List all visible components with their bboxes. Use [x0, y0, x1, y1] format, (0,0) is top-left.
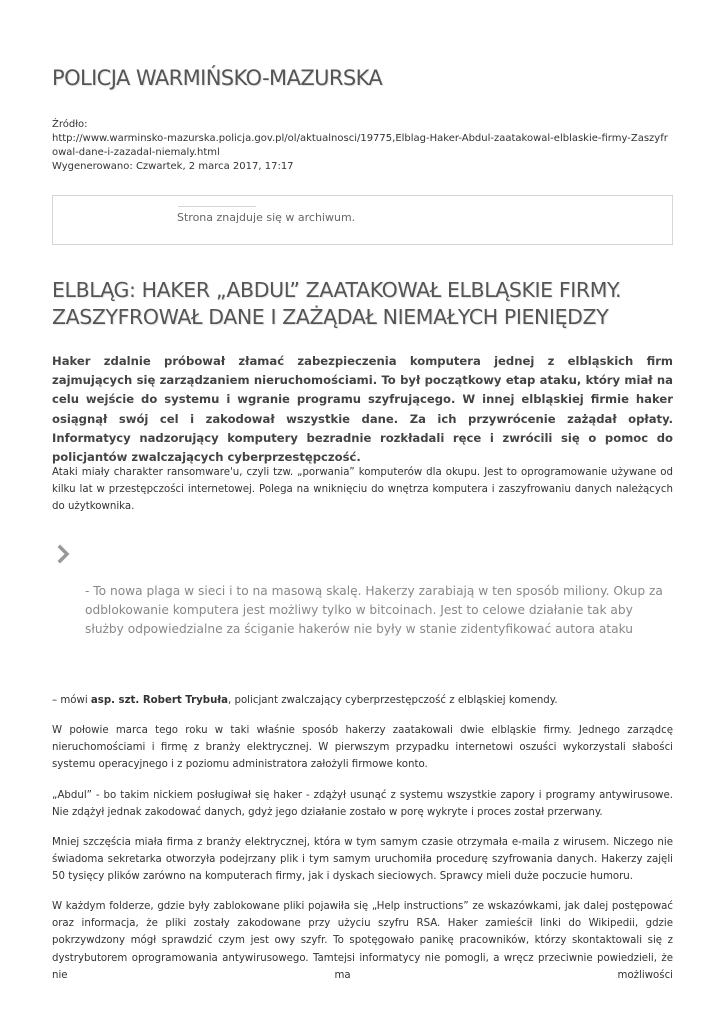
article-lead: Haker zdalnie próbował złamać zabezpieczenia komputera jednej z elbląskich firm zajmujących się zarządzaniem nieruchomościami. To był początkowy etap ataku, który miał na celu wejście do systemu i wgranie programu szyfrującego. W innej elbląskiej firmie haker osiągnął swój cel i zakodował wszystkie dane. Za ich przywrócenie zażądał opłaty. Informatycy nadzorujący komputery bezradnie rozkładali ręce i zwrócili się o pomoc do policjantów zwalczających cyberprzestępczość.	[52, 354, 673, 465]
attribution-prefix: – mówi	[52, 695, 91, 706]
archive-divider	[178, 206, 256, 207]
article-quote: - To nowa plaga w sieci i to na masową skalę. Hakerzy zarabiają w ten sposób miliony. Okup za odblokowanie komputera jest możliwy tylko w bitcoinach. Jest to celowe działanie tak aby służby odpowiedzialne za ściganie hakerów nie były w stanie zidentyfikować autora ataku	[85, 584, 663, 636]
article-paragraph-5: W każdym folderze, gdzie były zablokowane pliki pojawiła się „Help instructions” ze wskazówkami, jak dalej postępować oraz informacja, że pliki zostały zakodowane przy użyciu szyfru RSA. Haker zamieścił linki do Wikipedii, gdzie pokrzywdzony mógł sprawdzić czym jest owy szyfr. To spotęgowało panikę pracowników, którzy skontaktowali się z dystrybutorem oprogramowania antywirusowego. Tamtejsi informatycy nie pomogli, a wręcz przeciwnie powiedzieli, że nie ma możliwości	[52, 901, 673, 981]
site-title: POLICJA WARMIŃSKO-MAZURSKA	[52, 66, 383, 90]
article-paragraph-4: Mniej szczęścia miała firma z branży elektrycznej, która w tym samym czasie otrzymała e-maila z wirusem. Niczego nie świadoma sekretarka otworzyła podejrzany plik i tym samym uruchomiła procedurę szyfrowania danych. Hakerzy zajęli 50 tysięcy plików zarówno na komputerach firmy, jak i dyskach sieciowych. Sprawcy mieli duże poczucie humoru.	[52, 837, 673, 883]
attribution	[52, 692, 673, 709]
attribution-name: asp. szt. Robert Trybuła	[90, 695, 228, 706]
article-paragraph-2: W połowie marca tego roku w taki właśnie sposób hakerzy zaatakowali dwie elbląskie firmy. Jednego zarządcę nieruchomościami i firmę z branży elektrycznej. W pierwszym przypadku internetowi oszuści wykorzystali słabości systemu operacyjnego i z poziomu administratora założyli firmowe konto.	[52, 725, 673, 771]
archive-notice: Strona znajduje się w archiwum.	[177, 211, 356, 224]
article-paragraph-3: „Abdul” - bo takim nickiem posługiwał się haker - zdążył usunąć z systemu wszystkie zapory i programy antywirusowe. Nie zdążył jednak zakodować danych, gdyż jego działanie zostało w porę wykryte i proces został przerwany.	[52, 790, 673, 819]
article-paragraph-1: Ataki miały charakter ransomware'u, czyli tzw. „porwania” komputerów dla okupu. Jest to oprogramowanie używane od kilku lat w przestępczości internetowej. Polega na wniknięciu do wnętrza komputera i zaszyfrowaniu danych należących do użytkownika.	[52, 467, 673, 513]
generated-date: Wygenerowano: Czwartek, 2 marca 2017, 17:17	[52, 161, 294, 172]
attribution-suffix: , policjant zwalczający cyberprzestępczość z elbląskiej komendy.	[228, 695, 558, 706]
source-meta	[52, 118, 673, 174]
article-headline: ELBLĄG: HAKER „ABDUL” ZAATAKOWAŁ ELBLĄSKIE FIRMY. ZASZYFROWAŁ DANE I ZAŻĄDAŁ NIEMAŁYCH PIENIĘDZY	[52, 278, 622, 329]
source-label: Źródło:	[52, 119, 88, 130]
source-url[interactable]: http://www.warminsko-mazurska.policja.gov.pl/ol/aktualnosci/19775,Elblag-Haker-Abdul-zaatakowal-elblaskie-firmy-Zaszyfrowal-dane-i-zazadal-niemaly.html	[52, 133, 668, 158]
archive-notice-box	[52, 195, 673, 245]
chevron-right-icon	[57, 544, 71, 564]
